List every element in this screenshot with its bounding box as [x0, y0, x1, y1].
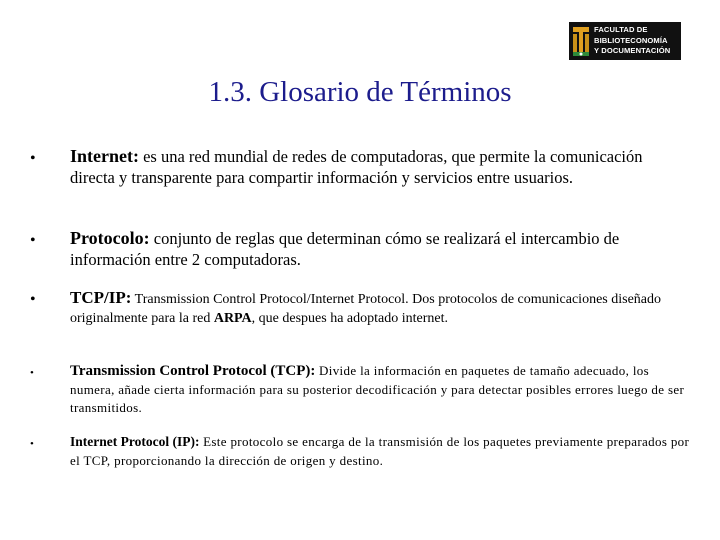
term: Internet Protocol (IP): — [70, 434, 200, 449]
logo-line-1: FACULTAD DE — [594, 25, 648, 35]
bullet: • — [30, 291, 36, 308]
glossary-item-tcp-ip — [30, 288, 690, 328]
slide-title: 1.3. Glosario de Términos — [208, 76, 512, 108]
term: Transmission Control Protocol (TCP): — [70, 363, 316, 379]
bullet: • — [30, 367, 35, 379]
glossary-item-ip — [30, 433, 690, 470]
glossary-item-tcp — [30, 362, 690, 418]
term: Internet: — [70, 146, 139, 166]
emphasis-arpa: ARPA — [213, 311, 252, 326]
faculty-emblem-icon — [571, 24, 591, 58]
term: Protocolo: — [70, 228, 150, 248]
glossary-item-internet — [30, 146, 690, 188]
bullet: • — [30, 232, 36, 249]
definition-part-a: Transmission Control Protocol/Internet Protocol. Dos protocolos de comunicaciones diseñado originalmente para la red — [70, 292, 661, 326]
bullet: • — [30, 150, 36, 167]
faculty-name — [594, 25, 670, 57]
definition: Divide la información en paquetes de tamaño adecuado, los numera, añade cierta información para su posterior decodificación y para detectar posibles errores luego de ser transmitidos. — [70, 363, 685, 415]
faculty-logo — [569, 22, 681, 60]
definition: conjunto de reglas que determinan cómo se realizará el intercambio de información entre 2 computadoras. — [70, 229, 620, 269]
definition: es una red mundial de redes de computadoras, que permite la comunicación directa y transparente para compartir información y servicios entre usuarios. — [70, 147, 643, 187]
glossary-item-protocolo — [30, 228, 690, 270]
bullet: • — [30, 438, 35, 450]
logo-line-2: BIBLIOTECONOMÍA — [594, 35, 668, 45]
definition: Este protocolo se encarga de la transmisión de los paquetes previamente preparados por el TCP, proporcionando la dirección de origen y destino. — [70, 434, 690, 468]
term: TCP/IP: — [70, 288, 132, 307]
logo-line-3: Y DOCUMENTACIÓN — [594, 46, 671, 56]
definition-part-b: , que despues ha adoptado internet. — [251, 311, 448, 326]
